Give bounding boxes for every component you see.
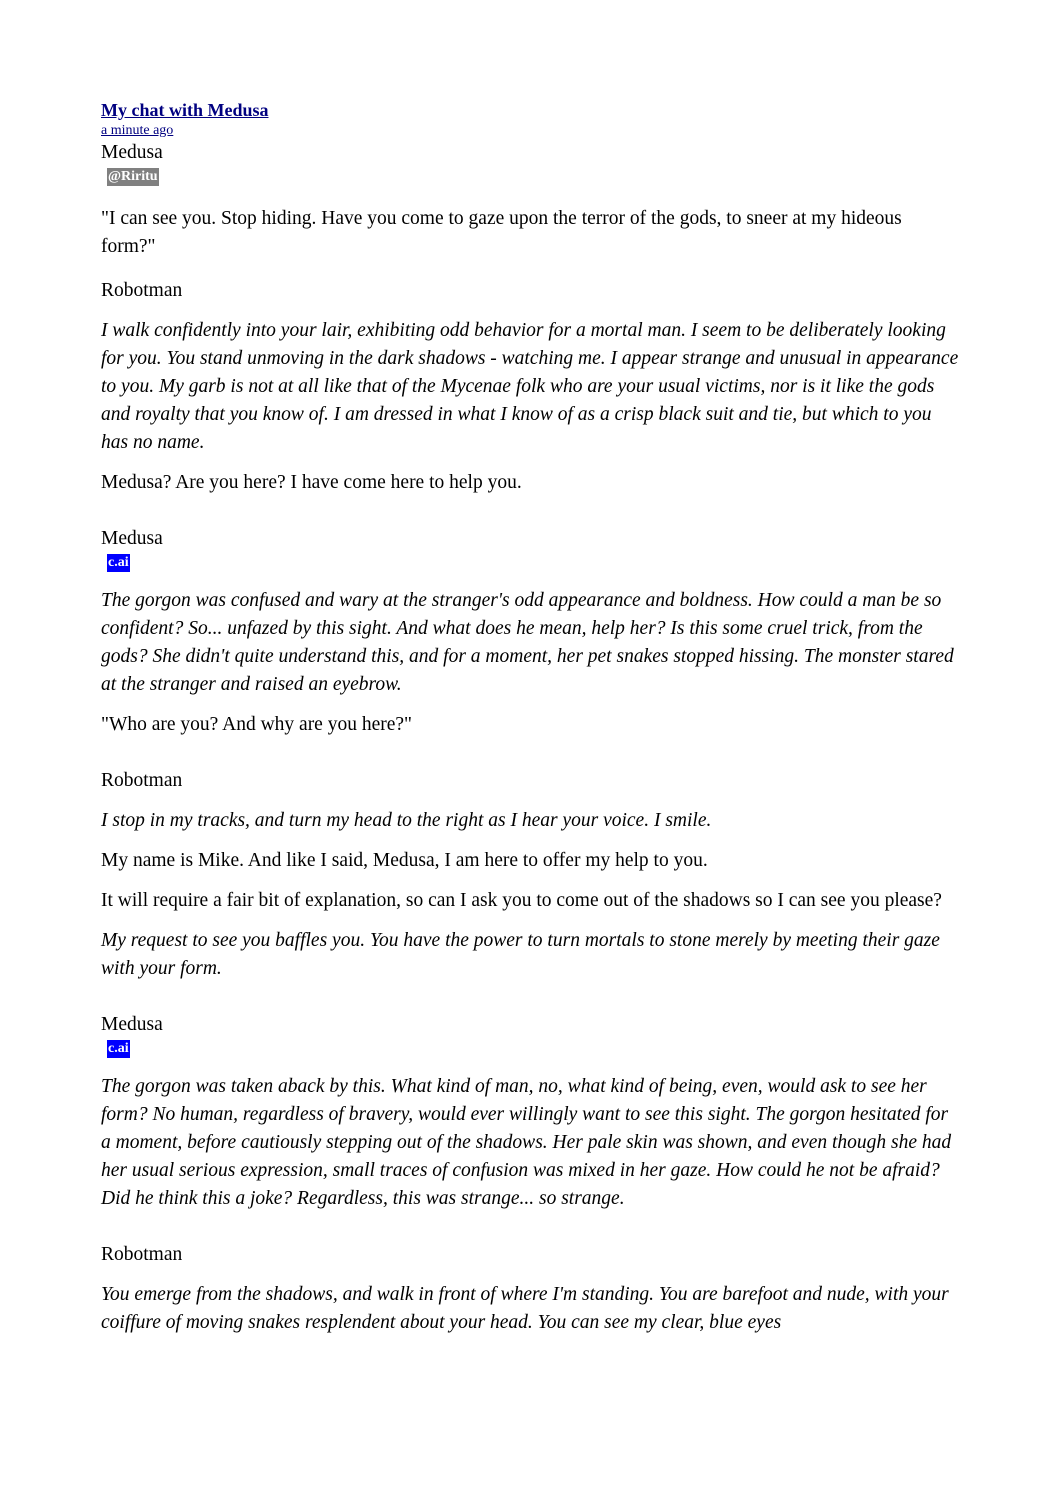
message-text: Medusa? Are you here? I have come here to help you. <box>101 472 522 493</box>
chat-title-link[interactable]: My chat with Medusa <box>101 100 269 120</box>
badge-row <box>101 553 961 573</box>
speaker-name: Robotman <box>101 1244 183 1265</box>
user-handle-badge: @Riritu <box>108 169 158 184</box>
speaker-name: Medusa <box>101 142 163 163</box>
action-text: I walk confidently into your lair, exhibiting odd behavior for a mortal man. I seem to be deliberately looking for you. You stand unmoving in the dark shadows - watching me. I appear strange and unusual in appearance to you. My garb is not at all like that of the Mycenae folk who are your usual victims, nor is it like the gods and royalty that you know of. I am dressed in what I know of as a crisp black suit and tie, but which to you has no name. <box>101 320 959 453</box>
action-text: I stop in my tracks, and turn my head to the right as I hear your voice. I smile. <box>101 810 712 831</box>
badge-row <box>101 1039 961 1059</box>
message <box>101 1011 961 1241</box>
message <box>101 139 961 277</box>
ai-badge: c.ai <box>108 1041 129 1056</box>
message-text: My name is Mike. And like I said, Medusa, I am here to offer my help to you. <box>101 850 708 871</box>
action-text: The gorgon was taken aback by this. What kind of man, no, what kind of being, even, would ask to see her form? No human, regardless of bravery, would ever willingly want to see this sight. The gorgon hesitated for a moment, before cautiously stepping out of the shadows. Her pale skin was shown, and even though she had her usual serious expression, small traces of confusion was mixed in her gaze. How could he not be afraid? Did he think this a joke? Regardless, this was strange... so strange. <box>101 1076 952 1209</box>
speaker-name: Robotman <box>101 280 183 301</box>
action-text: You emerge from the shadows, and walk in front of where I'm standing. You are barefoot and nude, with your coiffure of moving snakes resplendent about your head. You can see my clear, blue eyes <box>101 1284 949 1333</box>
speaker-name: Medusa <box>101 528 163 549</box>
action-text: The gorgon was confused and wary at the stranger's odd appearance and boldness. How could a man be so confident? So... unfazed by this sight. And what does he mean, help her? Is this some cruel trick, from the gods? She didn't quite understand this, and for a moment, her pet snakes stopped hissing. The monster stared at the stranger and raised an eyebrow. <box>101 590 954 695</box>
message <box>101 525 961 767</box>
message <box>101 1241 961 1337</box>
message-text: It will require a fair bit of explanation, so can I ask you to come out of the shadows so I can see you please? <box>101 890 942 911</box>
chat-document <box>101 98 961 1349</box>
action-text: My request to see you baffles you. You have the power to turn mortals to stone merely by meeting their gaze with your form. <box>101 930 940 979</box>
badge-row <box>101 167 961 187</box>
ai-badge: c.ai <box>108 555 129 570</box>
message <box>101 277 961 525</box>
message-text: "Who are you? And why are you here?" <box>101 714 413 735</box>
speaker-name: Robotman <box>101 770 183 791</box>
speaker-name: Medusa <box>101 1014 163 1035</box>
message-text: "I can see you. Stop hiding. Have you come to gaze upon the terror of the gods, to sneer at my hideous form?" <box>101 208 902 257</box>
message <box>101 767 961 1011</box>
timestamp-link[interactable]: a minute ago <box>101 123 174 138</box>
